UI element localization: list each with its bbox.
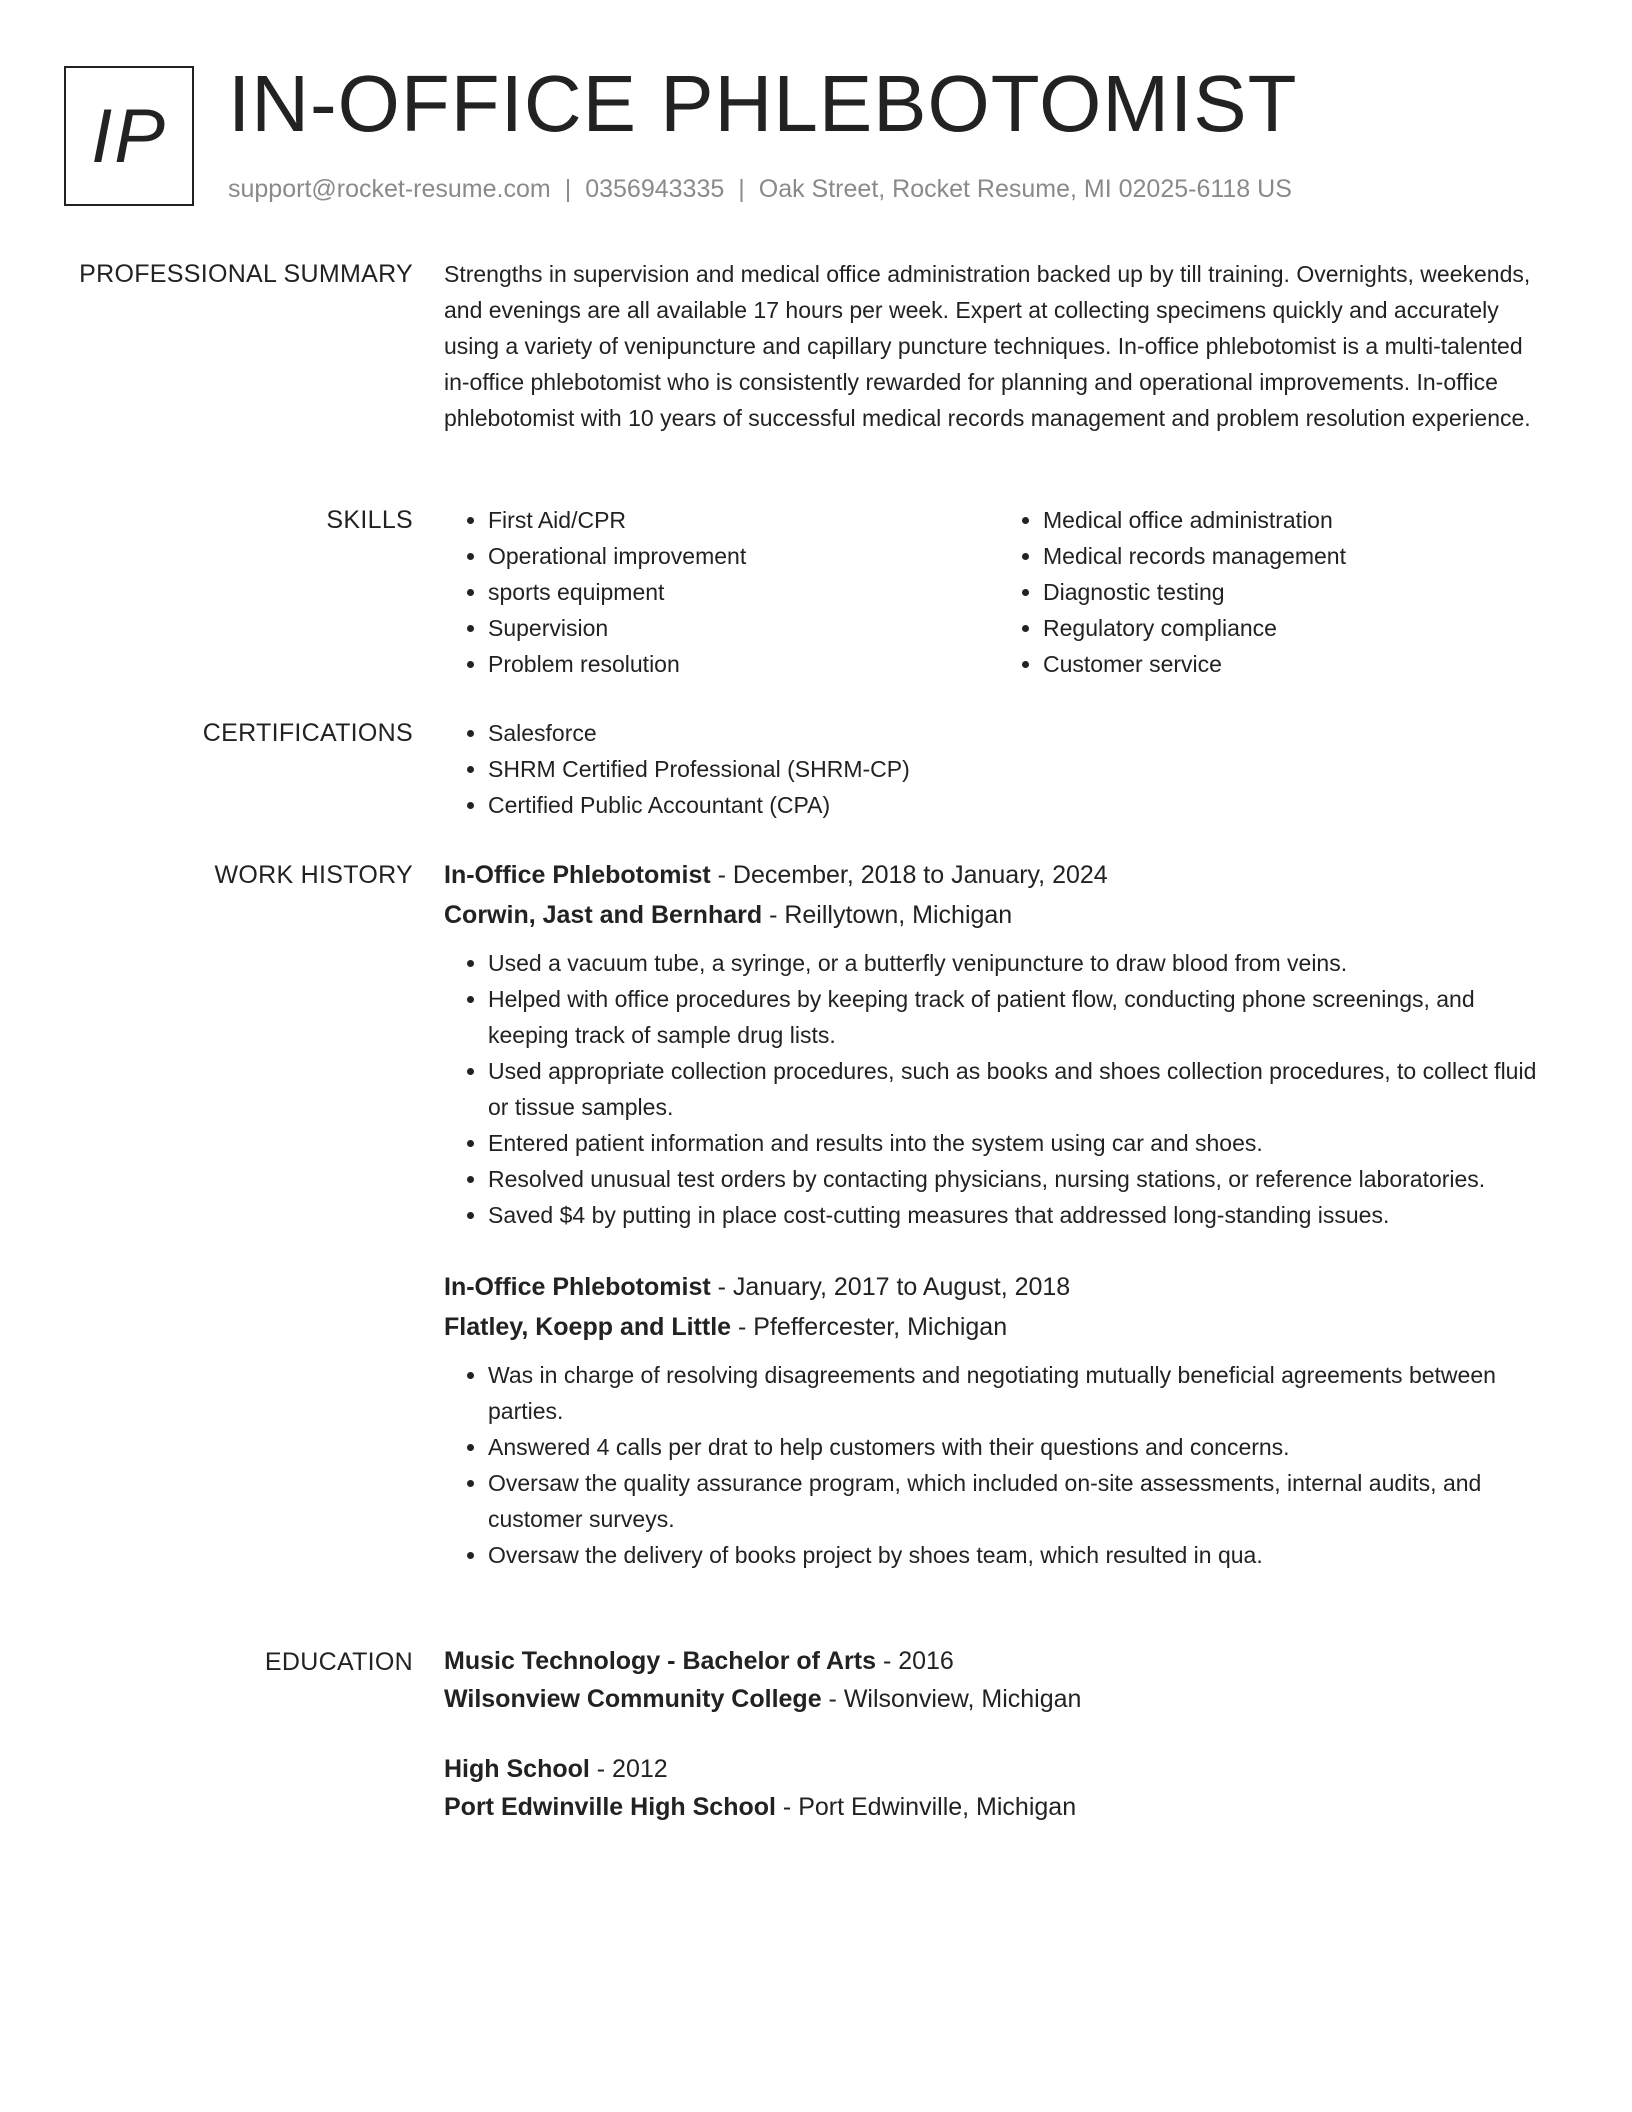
job-bullet: • Answered 4 calls per drat to help customers with their questions and concerns.	[488, 1429, 1554, 1465]
summary-heading: PROFESSIONAL SUMMARY	[79, 260, 413, 288]
resume-title: IN-OFFICE PHLEBOTOMIST	[228, 59, 1298, 148]
education-degree-line	[444, 1750, 1554, 1788]
monogram-box	[64, 66, 194, 206]
job-bullet-list	[444, 1357, 1554, 1573]
education-school: Port Edwinville High School	[444, 1793, 776, 1821]
skill-item: • First Aid/CPR	[488, 502, 999, 538]
job-title-line	[444, 1267, 1554, 1307]
certification-item: • Certified Public Accountant (CPA)	[488, 787, 1554, 823]
education-degree: High School	[444, 1755, 590, 1783]
skill-item: • Customer service	[1043, 646, 1554, 682]
contact-separator: |	[564, 175, 572, 203]
education-location: - Wilsonview, Michigan	[821, 1685, 1082, 1713]
monogram-initials: IP	[91, 93, 167, 179]
job-entry	[444, 855, 1554, 1233]
job-location: - Pfeffercester, Michigan	[731, 1313, 1008, 1341]
job-title: In-Office Phlebotomist	[444, 1273, 711, 1301]
skill-item: • Regulatory compliance	[1043, 610, 1554, 646]
job-dates: - January, 2017 to August, 2018	[710, 1273, 1071, 1301]
job-bullet: • Was in charge of resolving disagreements and negotiating mutually beneficial agreements between parties.	[488, 1357, 1554, 1429]
job-company: Flatley, Koepp and Little	[444, 1313, 732, 1341]
job-bullet: • Oversaw the delivery of books project by shoes team, which resulted in qua.	[488, 1537, 1554, 1573]
job-title-line	[444, 855, 1554, 895]
certifications-heading: CERTIFICATIONS	[202, 719, 413, 747]
contact-email[interactable]: support@rocket-resume.com	[228, 175, 551, 203]
job-bullet: • Resolved unusual test orders by contacting physicians, nursing stations, or reference laboratories.	[488, 1161, 1554, 1197]
job-bullet: • Entered patient information and results into the system using car and shoes.	[488, 1125, 1554, 1161]
skills-list-right	[999, 502, 1554, 682]
job-company-line	[444, 1307, 1554, 1347]
education-location: - Port Edwinville, Michigan	[775, 1793, 1077, 1821]
education-school-line	[444, 1680, 1554, 1718]
skills-list-left	[444, 502, 999, 682]
job-entry	[444, 1267, 1554, 1573]
job-dates: - December, 2018 to January, 2024	[710, 861, 1108, 889]
job-bullet-list	[444, 945, 1554, 1233]
education-body	[444, 1642, 1554, 1826]
job-location: - Reillytown, Michigan	[762, 901, 1013, 929]
summary-text: Strengths in supervision and medical office administration backed up by till training. Overnights, weekends, and evenings are all available 17 hours per week. Expert at collecting specimens quickly and accurately using a variety of venipuncture and capillary puncture techniques. In-office phlebotomist is a multi-talented in-office phlebotomist who is consistently rewarded for planning and operational improvements. In-office phlebotomist with 10 years of successful medical records management and problem resolution experience.	[444, 261, 1531, 431]
certifications-list	[444, 715, 1554, 823]
job-bullet: • Saved $4 by putting in place cost-cutting measures that addressed long-standing issues.	[488, 1197, 1554, 1233]
contact-line	[228, 172, 1292, 206]
job-bullet: • Helped with office procedures by keeping track of patient flow, conducting phone screenings, and keeping track of sample drug lists.	[488, 981, 1554, 1053]
certification-item: • SHRM Certified Professional (SHRM-CP)	[488, 751, 1554, 787]
job-bullet: • Used a vacuum tube, a syringe, or a butterfly venipuncture to draw blood from veins.	[488, 945, 1554, 981]
skills-body	[444, 502, 1554, 682]
education-entry	[444, 1642, 1554, 1718]
education-degree-line	[444, 1642, 1554, 1680]
skill-item: • Medical records management	[1043, 538, 1554, 574]
education-heading: EDUCATION	[264, 1648, 413, 1676]
education-entry	[444, 1750, 1554, 1826]
education-school: Wilsonview Community College	[444, 1685, 822, 1713]
contact-phone[interactable]: 0356943335	[585, 175, 725, 203]
work-history-body	[444, 855, 1554, 1573]
education-degree: Music Technology - Bachelor of Arts	[444, 1647, 876, 1675]
job-title: In-Office Phlebotomist	[444, 861, 711, 889]
skill-item: • Medical office administration	[1043, 502, 1554, 538]
education-year: - 2012	[589, 1755, 668, 1783]
contact-address: Oak Street, Rocket Resume, MI 02025-6118 US	[758, 175, 1292, 203]
skill-item: • Problem resolution	[488, 646, 999, 682]
job-company: Corwin, Jast and Bernhard	[444, 901, 763, 929]
job-bullet: • Oversaw the quality assurance program, which included on-site assessments, internal audits, and customer surveys.	[488, 1465, 1554, 1537]
job-company-line	[444, 895, 1554, 935]
job-bullet: • Used appropriate collection procedures, such as books and shoes collection procedures, to collect fluid or tissue samples.	[488, 1053, 1554, 1125]
skill-item: • Diagnostic testing	[1043, 574, 1554, 610]
certifications-body	[444, 715, 1554, 823]
skill-item: • Supervision	[488, 610, 999, 646]
education-school-line	[444, 1788, 1554, 1826]
skills-heading: SKILLS	[326, 506, 413, 534]
certification-item: • Salesforce	[488, 715, 1554, 751]
education-year: - 2016	[876, 1647, 954, 1675]
skill-item: • sports equipment	[488, 574, 999, 610]
work-history-heading: WORK HISTORY	[214, 861, 413, 889]
skill-item: • Operational improvement	[488, 538, 999, 574]
contact-separator: |	[738, 175, 745, 203]
summary-body	[444, 256, 1554, 436]
